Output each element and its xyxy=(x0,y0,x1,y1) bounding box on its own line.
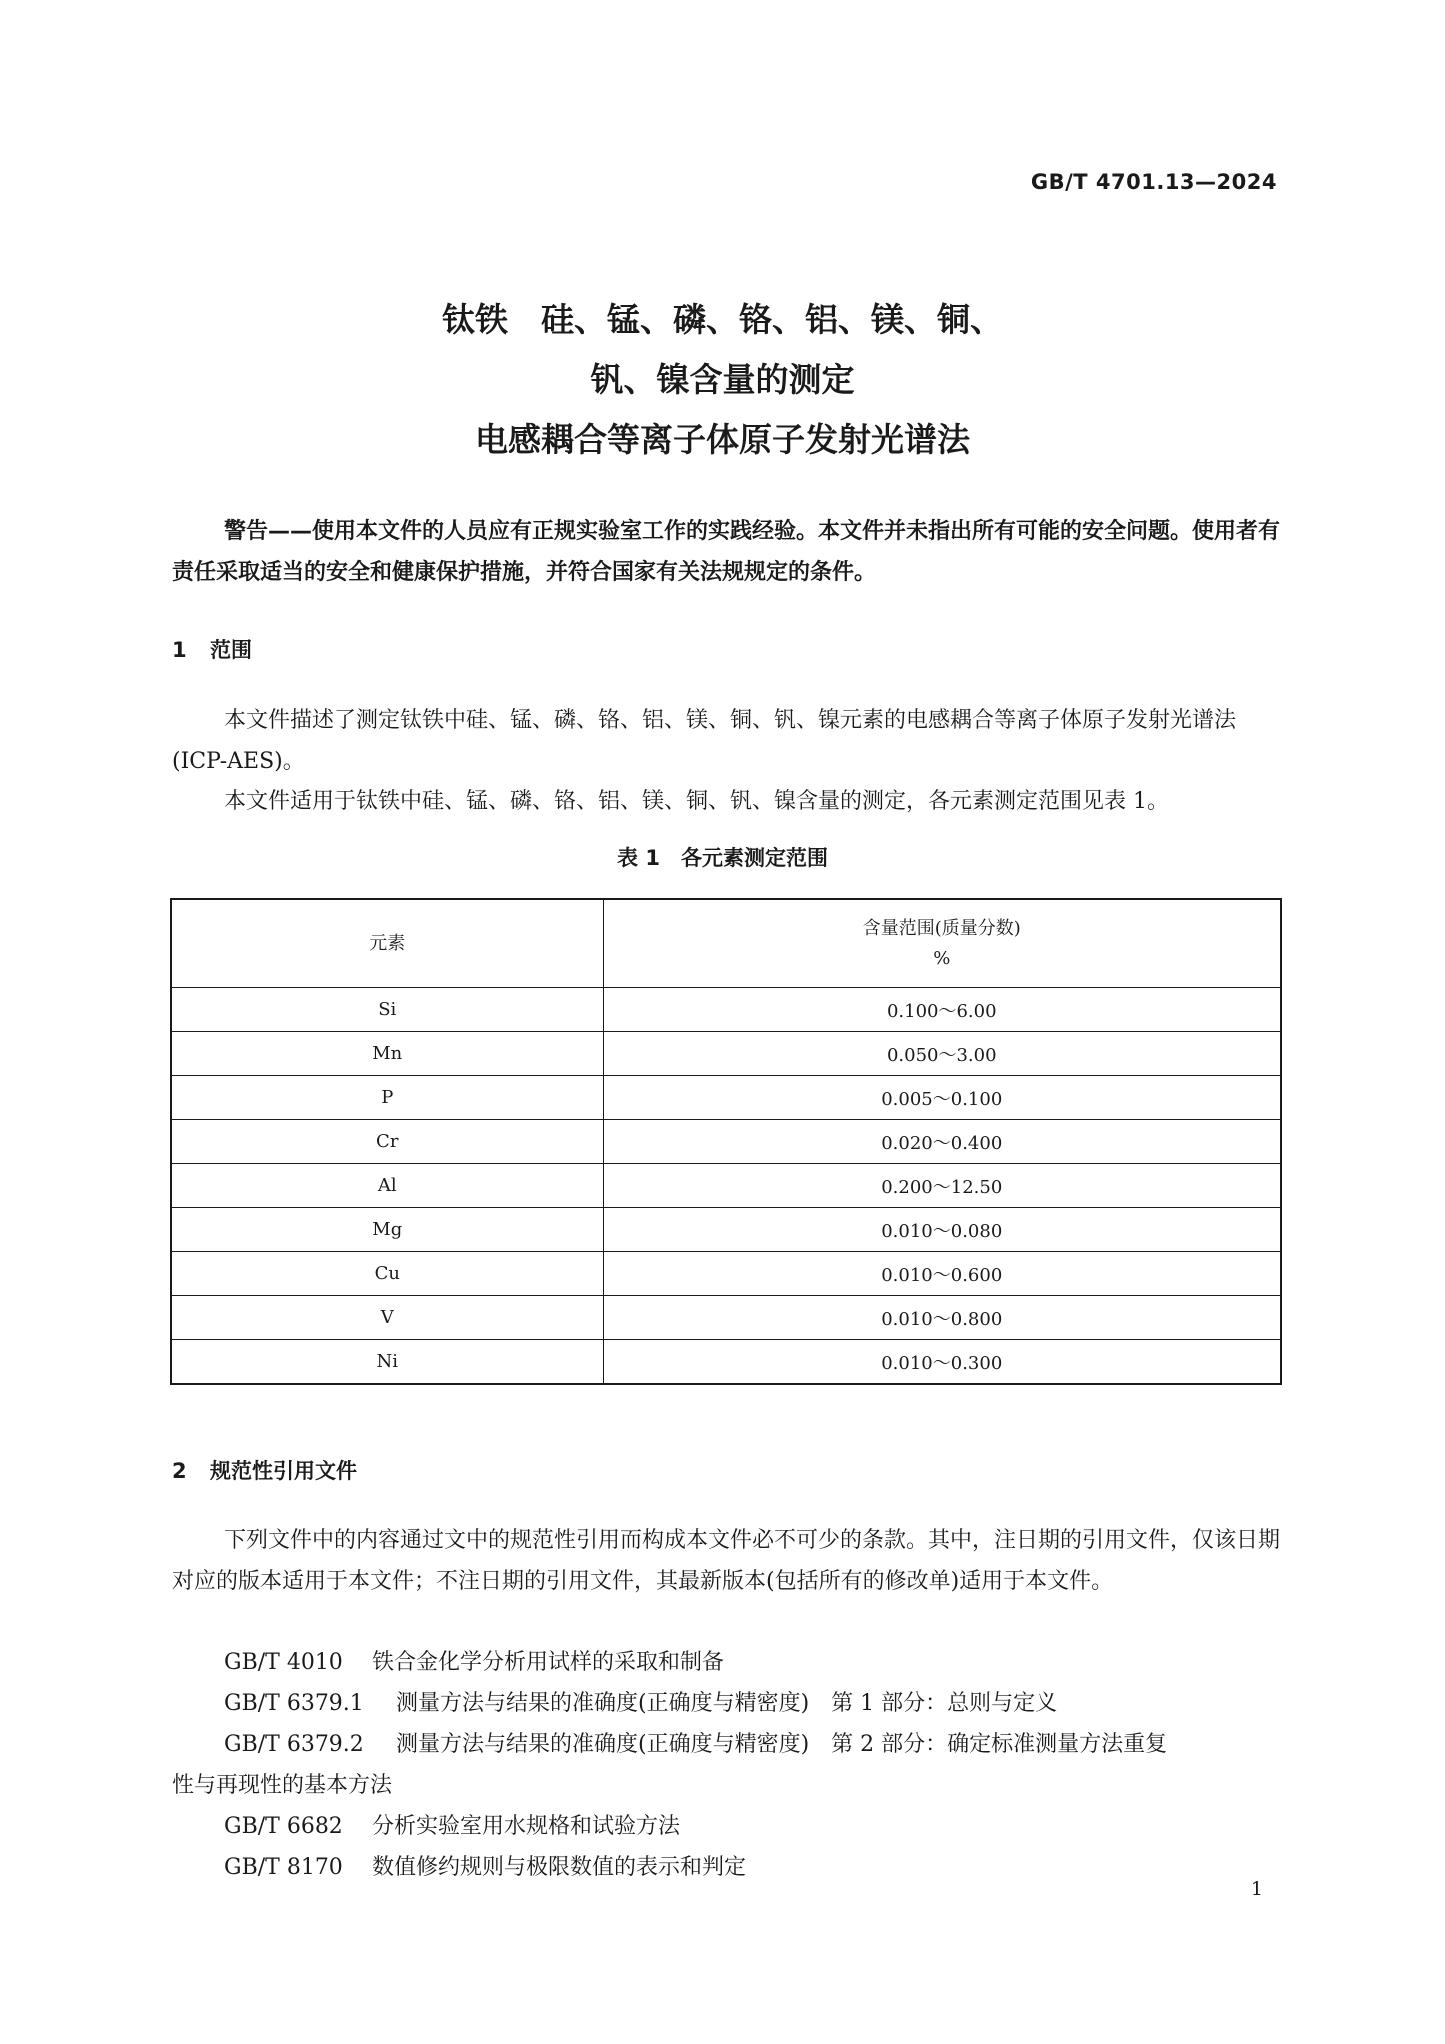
table-header-row xyxy=(171,899,1281,988)
table-row xyxy=(171,1032,1281,1076)
warning-paragraph xyxy=(172,511,1284,593)
range-cell: 0.010～0.600 xyxy=(603,1252,1281,1296)
table-row xyxy=(171,1340,1281,1385)
range-cell: 0.100～6.00 xyxy=(603,988,1281,1032)
element-cell: Ni xyxy=(171,1340,603,1385)
warning-lead: 警告—— xyxy=(224,519,313,544)
section-2-number: 2 xyxy=(172,1459,187,1483)
normative-intro-paragraph: 下列文件中的内容通过文中的规范性引用而构成本文件必不可少的条款。其中，注日期的引用文件，仅该日期对应的版本适用于本文件；不注日期的引用文件，其最新版本(包括所有的修改单)适用于本文件。 xyxy=(172,1528,1281,1594)
warning-text: 使用本文件的人员应有正规实验室工作的实践经验。本文件并未指出所有可能的安全问题。使用者有责任采取适当的安全和健康保护措施，并符合国家有关法规规定的条件。 xyxy=(172,519,1281,585)
section-1-heading xyxy=(172,634,252,664)
table-1-caption: 表 1 各元素测定范围 xyxy=(617,846,828,870)
table-row xyxy=(171,1208,1281,1252)
range-cell: 0.020～0.400 xyxy=(603,1120,1281,1164)
element-cell: Al xyxy=(171,1164,603,1208)
element-range-table xyxy=(170,898,1282,1385)
reference-item xyxy=(224,1847,746,1888)
element-cell: Cu xyxy=(171,1252,603,1296)
reference-item xyxy=(224,1683,1057,1724)
table-row xyxy=(171,988,1281,1032)
reference-code: GB/T 6379.1 xyxy=(224,1691,364,1716)
element-cell: V xyxy=(171,1296,603,1340)
element-cell: Mg xyxy=(171,1208,603,1252)
element-cell: Si xyxy=(171,988,603,1032)
reference-item xyxy=(224,1806,680,1847)
scope-paragraph-2: 本文件适用于钛铁中硅、锰、磷、铬、铝、镁、铜、钒、镍含量的测定，各元素测定范围见表 1。 xyxy=(224,789,1169,814)
range-cell: 0.200～12.50 xyxy=(603,1164,1281,1208)
table-row xyxy=(171,1252,1281,1296)
reference-title: 铁合金化学分析用试样的采取和制备 xyxy=(372,1650,725,1675)
element-cell: Mn xyxy=(171,1032,603,1076)
element-cell: P xyxy=(171,1076,603,1120)
section-1-title: 范围 xyxy=(210,638,252,662)
reference-code: GB/T 4010 xyxy=(224,1650,343,1675)
section-2-heading xyxy=(172,1455,357,1485)
range-cell: 0.010～0.300 xyxy=(603,1340,1281,1385)
reference-continuation: 性与再现性的基本方法 xyxy=(172,1773,393,1798)
reference-code: GB/T 8170 xyxy=(224,1855,343,1880)
title-line-3: 电感耦合等离子体原子发射光谱法 xyxy=(475,420,970,459)
header-range-unit: % xyxy=(933,947,951,969)
table-row xyxy=(171,1076,1281,1120)
scope-paragraph-1: 本文件描述了测定钛铁中硅、锰、磷、铬、铝、镁、铜、钒、镍元素的电感耦合等离子体原子发射光谱法(ICP-AES)。 xyxy=(172,708,1237,774)
table-row xyxy=(171,1120,1281,1164)
document-title xyxy=(0,290,1445,470)
reference-code: GB/T 6682 xyxy=(224,1814,343,1839)
reference-title: 数值修约规则与极限数值的表示和判定 xyxy=(372,1855,747,1880)
range-cell: 0.010～0.800 xyxy=(603,1296,1281,1340)
header-range xyxy=(603,899,1281,988)
table-row xyxy=(171,1296,1281,1340)
reference-item xyxy=(224,1642,724,1683)
title-line-1: 钛铁 硅、锰、磷、铬、铝、镁、铜、 xyxy=(442,300,1003,339)
header-range-label: 含量范围(质量分数) xyxy=(862,917,1021,939)
reference-title: 测量方法与结果的准确度(正确度与精密度) 第 1 部分：总则与定义 xyxy=(396,1691,1058,1716)
reference-title: 测量方法与结果的准确度(正确度与精密度) 第 2 部分：确定标准测量方法重复 xyxy=(396,1732,1168,1757)
range-cell: 0.050～3.00 xyxy=(603,1032,1281,1076)
standard-number: GB/T 4701.13—2024 xyxy=(1030,170,1277,194)
page-number: 1 xyxy=(1250,1878,1263,1900)
range-cell: 0.005～0.100 xyxy=(603,1076,1281,1120)
reference-item xyxy=(224,1724,1167,1765)
element-cell: Cr xyxy=(171,1120,603,1164)
range-cell: 0.010～0.080 xyxy=(603,1208,1281,1252)
section-2-title: 规范性引用文件 xyxy=(210,1459,357,1483)
section-1-number: 1 xyxy=(172,638,187,662)
table-row xyxy=(171,1164,1281,1208)
title-line-2: 钒、镍含量的测定 xyxy=(590,360,855,399)
reference-code: GB/T 6379.2 xyxy=(224,1732,364,1757)
reference-title: 分析实验室用水规格和试验方法 xyxy=(372,1814,681,1839)
header-element: 元素 xyxy=(171,899,603,988)
